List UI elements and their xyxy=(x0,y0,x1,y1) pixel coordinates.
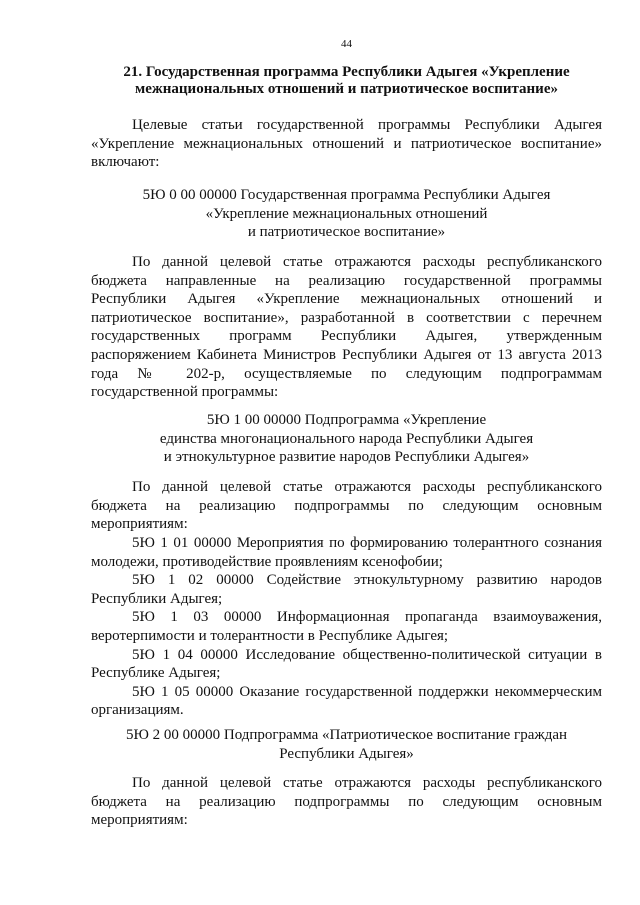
page-number: 44 xyxy=(341,38,352,50)
list-item: 5Ю 1 03 00000 Информационная пропаганда взаимоуважения, веротерпимости и толерантности в Республике Адыгея; xyxy=(91,609,602,644)
subprogram1-item-list xyxy=(91,534,602,720)
program-heading-line: «Укрепление межнациональных отношений xyxy=(205,205,488,222)
section-title-line: межнациональных отношений и патриотическое воспитание» xyxy=(135,81,558,97)
subprogram1-heading xyxy=(91,411,602,467)
program-heading-line: 5Ю 0 00 00000 Государственная программа Республики Адыгея xyxy=(142,187,551,203)
list-item: 5Ю 1 04 00000 Исследование общественно-политической ситуации в Республике Адыгея; xyxy=(91,646,602,682)
subprogram2-description: По данной целевой статье отражаются расходы республиканского бюджета на реализацию подпрограммы по следующим основным мероприятиям: xyxy=(91,775,602,829)
subprogram1-heading-line: 5Ю 1 00 00000 Подпрограмма «Укрепление xyxy=(206,412,487,428)
program-heading-line: и патриотическое воспитание» xyxy=(247,224,446,241)
intro-paragraph: Целевые статьи государственной программы Республики Адыгея «Укрепление межнациональных отношений и патриотическое воспитание» включают: xyxy=(91,117,602,171)
program-heading xyxy=(91,186,602,242)
subprogram1-heading-line: единства многонационального народа Республики Адыгея xyxy=(159,430,534,447)
list-item: 5Ю 1 01 00000 Мероприятия по формированию толерантного сознания молодежи, противодействие проявлениям ксенофобии; xyxy=(91,535,602,570)
list-item: 5Ю 1 05 00000 Оказание государственной поддержки некоммерческим организациям. xyxy=(91,683,602,719)
subprogram1-heading-line: и этнокультурное развитие народов Республики Адыгея» xyxy=(163,449,530,466)
program-description: По данной целевой статье отражаются расходы республиканского бюджета направленные на реализацию государственной программы Республики Адыгея «Укрепление межнациональных отношений и патриотическое воспитание», разработанной в соответствии с перечнем государственных программ Республики Адыгея, утвержденным распоряжением Кабинета Министров Республики Адыгея от 13 августа 2013 года № 202-р, осуществляемые по следующим подпрограммам государственной программы: xyxy=(91,254,602,401)
subprogram1-description: По данной целевой статье отражаются расходы республиканского бюджета на реализацию подпрограммы по следующим основным мероприятиям: xyxy=(91,479,602,533)
section-title-line: 21. Государственная программа Республики Адыгея «Укрепление xyxy=(123,64,570,80)
subprogram2-heading-line: 5Ю 2 00 00000 Подпрограмма «Патриотическое воспитание граждан xyxy=(125,727,568,743)
subprogram2-heading-line: Республики Адыгея» xyxy=(279,745,414,762)
subprogram2-heading xyxy=(91,726,602,763)
list-item: 5Ю 1 02 00000 Содействие этнокультурному развитию народов Республики Адыгея; xyxy=(91,572,602,607)
section-title xyxy=(91,64,602,98)
